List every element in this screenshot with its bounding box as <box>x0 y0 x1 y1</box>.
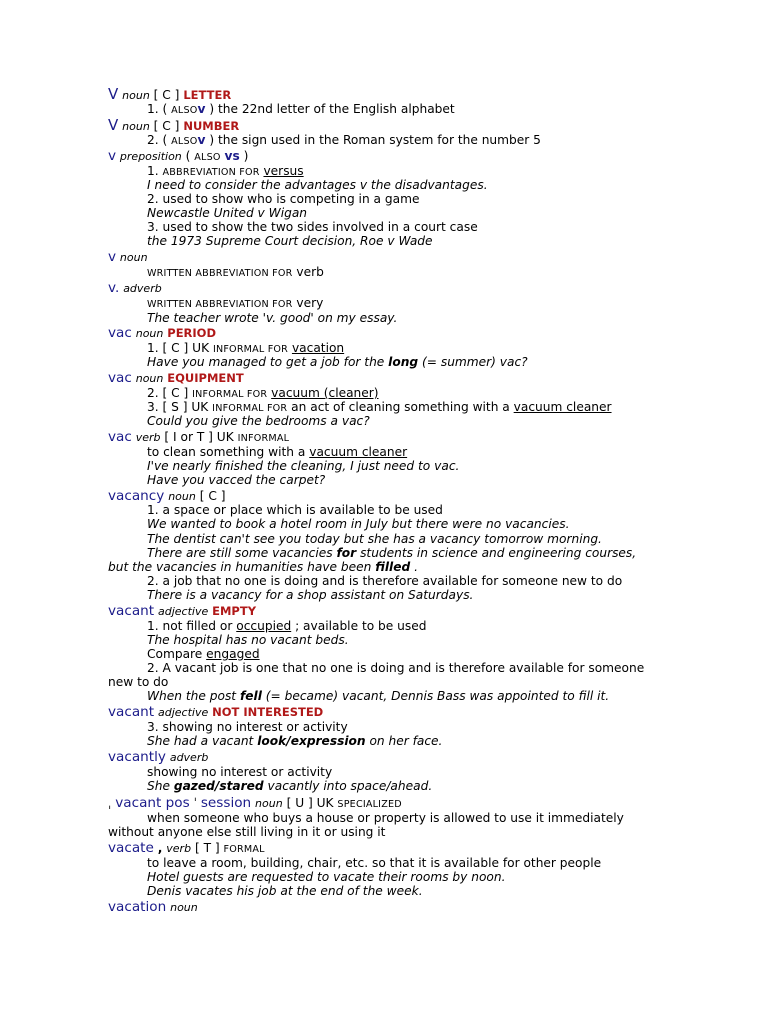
part-of-speech: noun <box>255 797 283 810</box>
sense-label: PERIOD <box>167 326 217 340</box>
entry-v-adverb <box>108 281 162 296</box>
stress-mark: ˈ <box>193 796 197 810</box>
grammar-code: [ C ] <box>153 119 180 133</box>
sense-label: LETTER <box>183 88 232 102</box>
example-sentence: When the post fell (= became) vacant, Dennis Bass was appointed to fill it. <box>147 689 610 703</box>
entry-vac-period <box>108 326 216 341</box>
entry-vacant-not-interested <box>108 705 323 720</box>
sense-definition: to leave a room, building, chair, etc. so that it is available for other people <box>147 856 602 870</box>
example-sentence: Hotel guests are requested to vacate their rooms by noon. <box>147 870 506 884</box>
part-of-speech: noun <box>170 901 198 914</box>
headword: vacant pos <box>115 795 190 811</box>
cross-reference-link[interactable]: vacation <box>291 341 345 355</box>
headword: V <box>108 116 119 134</box>
headword: vacant <box>108 704 155 720</box>
entry-vac-equipment <box>108 371 244 386</box>
example-sentence: There is a vacancy for a shop assistant on Saturdays. <box>147 588 474 602</box>
part-of-speech: noun <box>135 327 164 340</box>
sense-label: EQUIPMENT <box>167 371 244 385</box>
example-sentence: but the vacancies in humanities have been filled . <box>108 560 418 574</box>
example-sentence: I need to consider the advantages v the disadvantages. <box>147 178 488 192</box>
cross-reference-link[interactable]: occupied <box>236 619 292 633</box>
sense-label: EMPTY <box>212 604 257 618</box>
entry-vacantly <box>108 750 208 765</box>
sense-definition: WRITTEN ABBREVIATION FOR verb <box>147 265 324 279</box>
sense-definition: 2. ( ALSOv ) the sign used in the Roman system for the number 5 <box>147 133 541 147</box>
cross-reference-link[interactable]: vacuum (cleaner) <box>271 386 379 400</box>
headword: vacancy <box>108 488 165 504</box>
example-sentence: She had a vacant look/expression on her face. <box>147 734 443 748</box>
sense-definition: 3. showing no interest or activity <box>147 720 348 734</box>
grammar-code: [ C ] <box>153 88 180 102</box>
sense-definition: when someone who buys a house or property is allowed to use it immediately <box>147 811 624 825</box>
headword: vacantly <box>108 749 166 765</box>
entry-vacate: vacate , verb [ T ] FORMAL <box>108 840 265 856</box>
sense-definition: new to do <box>108 675 169 689</box>
entry-vacant-possession: ˌ vacant pos ˈ session noun [ U ] UK SPECIALIZED <box>108 795 402 811</box>
sense-definition: showing no interest or activity <box>147 765 333 779</box>
entry-vacancy: vacancy noun [ C ] <box>108 488 226 504</box>
stress-mark: ˌ <box>108 796 112 810</box>
sense-definition: without anyone else still living in it or using it <box>108 825 386 839</box>
example-sentence: Newcastle United v Wigan <box>147 206 308 220</box>
entry-v-noun <box>108 250 148 265</box>
sense-definition: 2. used to show who is competing in a game <box>147 192 420 206</box>
sense-definition: 1. [ C ] UK INFORMAL FOR vacation <box>147 341 345 355</box>
entry-v-preposition: v preposition ( ALSO vs ) <box>108 148 249 164</box>
part-of-speech: verb <box>135 431 161 444</box>
part-of-speech: noun <box>119 251 148 264</box>
sense-definition: 3. used to show the two sides involved in a court case <box>147 220 478 234</box>
example-sentence: She gazed/stared vacantly into space/ahead. <box>147 779 433 793</box>
sense-definition: 1. a space or place which is available to be used <box>147 503 443 517</box>
example-sentence: the 1973 Supreme Court decision, Roe v Wade <box>147 234 433 248</box>
example-sentence: Could you give the bedrooms a vac? <box>147 414 370 428</box>
headword: vacate <box>108 840 154 856</box>
sense-definition: 2. A vacant job is one that no one is doing and is therefore available for someone <box>147 661 645 675</box>
part-of-speech: noun <box>168 490 196 503</box>
example-sentence: The hospital has no vacant beds. <box>147 633 349 647</box>
part-of-speech: preposition <box>119 150 182 163</box>
cross-reference-link[interactable]: vacuum cleaner <box>309 445 408 459</box>
part-of-speech: noun <box>135 372 164 385</box>
part-of-speech: adverb <box>123 282 162 295</box>
cross-reference-link[interactable]: vacuum cleaner <box>513 400 612 414</box>
sense-definition: WRITTEN ABBREVIATION FOR very <box>147 296 324 310</box>
part-of-speech: adjective <box>158 605 209 618</box>
headword: V <box>108 85 119 103</box>
part-of-speech: verb <box>166 842 192 855</box>
entry-vacant-empty <box>108 604 256 619</box>
sense-definition: 3. [ S ] UK INFORMAL FOR an act of cleaning something with a vacuum cleaner <box>147 400 612 414</box>
part-of-speech: adverb <box>169 751 209 764</box>
example-sentence: The teacher wrote 'v. good' on my essay. <box>147 311 398 325</box>
sense-definition: 1. ABBREVIATION FOR versus <box>147 164 304 178</box>
sense-definition: 1. ( ALSOv ) the 22nd letter of the English alphabet <box>147 102 455 116</box>
part-of-speech: noun <box>122 89 150 102</box>
sense-label: NUMBER <box>183 119 240 133</box>
headword: vac <box>108 370 132 386</box>
headword: vacation <box>108 899 167 915</box>
entry-v-letter <box>108 87 231 103</box>
headword: v <box>108 148 117 164</box>
example-sentence: The dentist can't see you today but she has a vacancy tomorrow morning. <box>147 532 602 546</box>
headword: vac <box>108 429 132 445</box>
example-sentence: There are still some vacancies for students in science and engineering courses, <box>147 546 637 560</box>
part-of-speech: noun <box>122 120 150 133</box>
example-sentence: Have you vacced the carpet? <box>147 473 326 487</box>
compare-note: Compare engaged <box>147 647 260 661</box>
example-sentence: I've nearly finished the cleaning, I just need to vac. <box>147 459 460 473</box>
sense-definition: 2. a job that no one is doing and is therefore available for someone new to do <box>147 574 623 588</box>
entry-vac-verb: vac verb [ I or T ] UK INFORMAL <box>108 429 290 445</box>
sense-label: NOT INTERESTED <box>212 705 324 719</box>
cross-reference-link[interactable]: engaged <box>206 647 260 661</box>
part-of-speech: adjective <box>158 706 209 719</box>
example-sentence: We wanted to book a hotel room in July but there were no vacancies. <box>147 517 570 531</box>
example-sentence: Have you managed to get a job for the long (= summer) vac? <box>147 355 528 369</box>
headword: vac <box>108 325 132 341</box>
sense-definition: 1. not filled or occupied ; available to be used <box>147 619 427 633</box>
headword: v <box>108 249 117 265</box>
example-sentence: Denis vacates his job at the end of the week. <box>147 884 423 898</box>
entry-v-number <box>108 118 239 134</box>
headword: vacant <box>108 603 155 619</box>
cross-reference-link[interactable]: versus <box>263 164 304 178</box>
sense-definition: to clean something with a vacuum cleaner <box>147 445 408 459</box>
headword: v. <box>108 280 120 296</box>
sense-definition: 2. [ C ] INFORMAL FOR vacuum (cleaner) <box>147 386 379 400</box>
entry-vacation <box>108 900 198 915</box>
headword-part: session <box>200 795 252 811</box>
